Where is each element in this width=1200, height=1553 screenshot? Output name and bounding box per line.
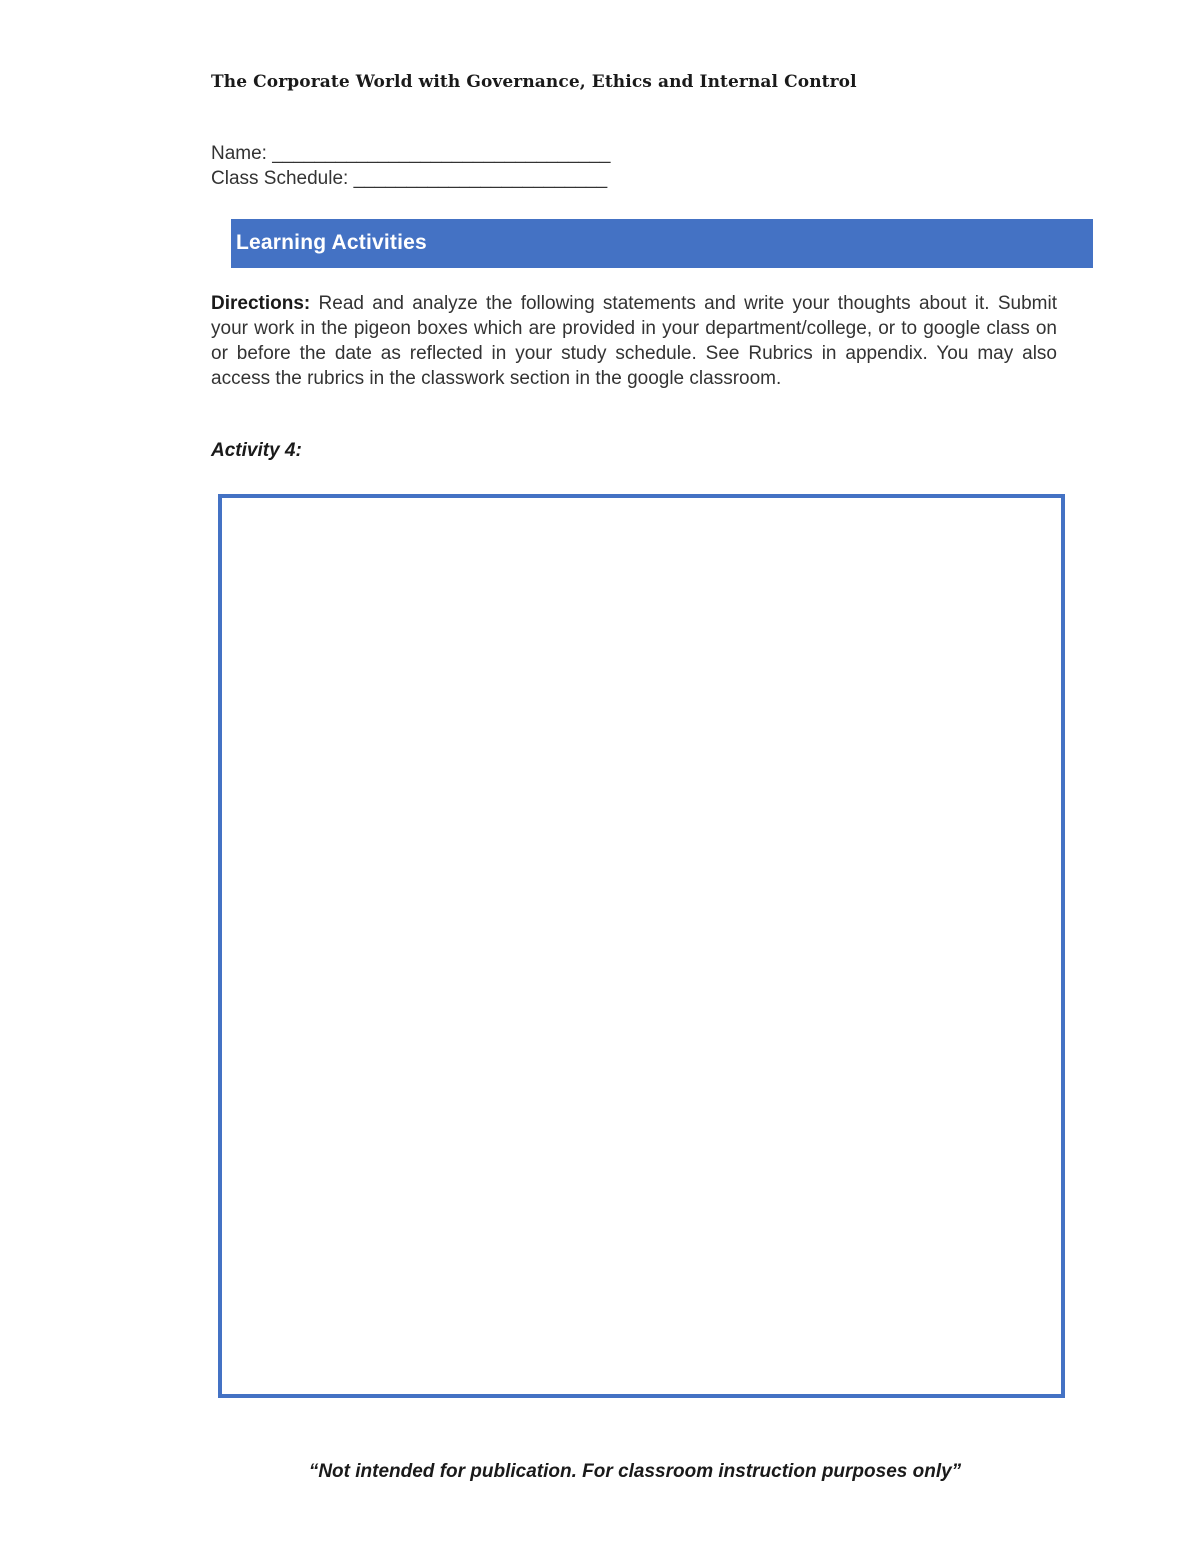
- directions-label: Directions:: [211, 293, 311, 314]
- class-schedule-field[interactable]: [211, 168, 607, 190]
- class-schedule-label: Class Schedule:: [211, 168, 349, 189]
- directions-paragraph: [211, 291, 1057, 391]
- answer-box[interactable]: [218, 494, 1065, 1398]
- section-title: Learning Activities: [236, 230, 427, 254]
- class-schedule-blank-line: ________________________: [353, 168, 608, 189]
- name-label: Name:: [211, 143, 267, 164]
- activity-label: Activity 4:: [211, 440, 302, 461]
- directions-text: Read and analyze the following statements and write your thoughts about it. Submit your work in the pigeon boxes which are provided in your department/college, or to google class on or before the date as reflected in your study schedule. See Rubrics in appendix. You may also access the rubrics in the classwork section in the google classroom.: [211, 293, 1057, 389]
- footer-disclaimer: “Not intended for publication. For classroom instruction purposes only”: [308, 1461, 962, 1482]
- name-field[interactable]: [211, 143, 610, 165]
- name-blank-line: ________________________________: [272, 143, 611, 164]
- document-title: The Corporate World with Governance, Ethics and Internal Control: [211, 72, 857, 92]
- learning-activities-header: [231, 219, 1093, 268]
